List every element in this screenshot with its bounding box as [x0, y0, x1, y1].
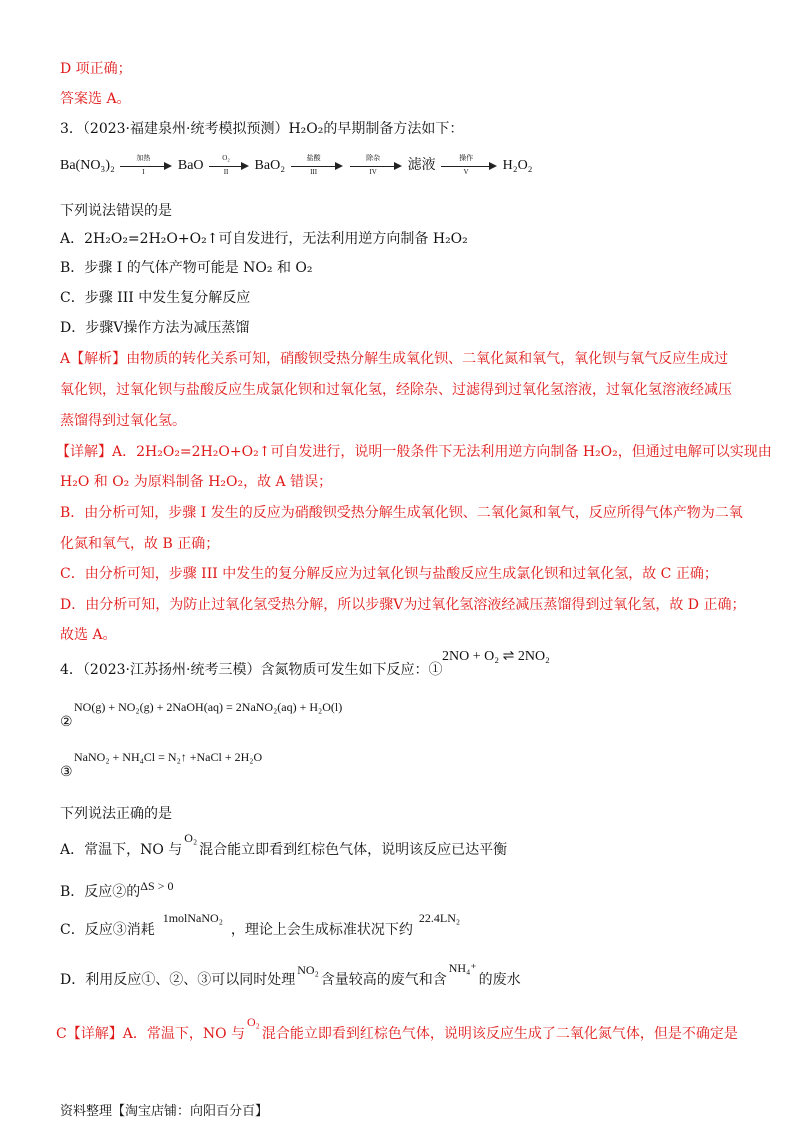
q3-detail-line-2: H₂O 和 O₂ 为原料制备 H₂O₂，故 A 错误； — [60, 474, 333, 490]
q4-option-d-mid: 含量较高的废气和含 — [320, 972, 447, 988]
q4-option-d-pre: D．利用反应①、②、③可以同时处理 — [60, 972, 296, 988]
flow-species-2: BaO₂ — [254, 158, 286, 173]
q3-detail-line-5: C．由分析可知，步骤 III 中发生的复分解反应为过氧化钡与盐酸反应生成氯化钡和过氧化氢，故 C 正确； — [60, 566, 718, 582]
q4-detail-pre: C【详解】A．常温下，NO 与 — [56, 1026, 245, 1042]
q4-option-d — [60, 961, 521, 990]
q4-option-d-chem-2: NH₄⁺ — [448, 961, 477, 975]
q4-option-b-chem: ΔS > 0 — [140, 879, 174, 893]
q4-prompt: 下列说法正确的是 — [60, 806, 172, 822]
q4-option-d-post: 的废水 — [478, 972, 521, 988]
q3-prompt: 下列说法错误的是 — [60, 203, 172, 219]
answer-line: 答案选 A。 — [60, 91, 131, 107]
q3-number: 3． — [60, 121, 83, 137]
page-footer: 资料整理【淘宝店铺：向阳百分百】 — [60, 1104, 269, 1119]
flow-species-0: Ba(NO₃)₂ — [60, 158, 115, 173]
q3-detail-line-7: 故选 A。 — [60, 627, 117, 643]
q3-detail-line-6: D．由分析可知，为防止过氧化氢受热分解，所以步骤Ⅴ为过氧化氢溶液经减压蒸馏得到过氧化氢，故 D 正确； — [60, 597, 746, 613]
flow-arrow-1: 加热 I — [120, 159, 172, 173]
q4-option-c — [60, 911, 461, 940]
q3-flow-diagram — [60, 153, 533, 176]
q4-option-a-pre: A．常温下，NO 与 — [60, 842, 183, 858]
q4-stem — [60, 660, 442, 680]
q4-option-b-pre: B．反应②的 — [60, 884, 141, 900]
q4-detail-post: 混合能立即看到红棕色气体，说明该反应生成了二氧化氮气体，但是不确定是 — [261, 1026, 738, 1042]
q4-option-d-chem-1: NO₂ — [297, 963, 319, 977]
q4-circle-2: ② — [60, 714, 73, 730]
flow-species-1: BaO — [177, 158, 204, 173]
q4-circle-3: ③ — [60, 764, 73, 780]
q3-option-b: B．步骤 I 的气体产物可能是 NO₂ 和 O₂ — [60, 260, 313, 276]
q4-detail-chem: O₂ — [247, 1015, 260, 1029]
q3-option-a: A．2H₂O₂=2H₂O+O₂↑可自发进行，无法利用逆方向制备 H₂O₂ — [60, 231, 468, 247]
q4-option-b — [60, 879, 174, 902]
q4-option-c-chem-1: 1molNaNO₂ — [162, 911, 223, 925]
q3-detail-line-4: 化氮和氧气，故 B 正确； — [60, 536, 220, 552]
q4-option-a-post: 混合能立即看到红棕色气体，说明该反应已达平衡 — [199, 842, 508, 858]
q3-analysis-line-2: 氧化钡，过氧化钡与盐酸反应生成氯化钡和过氧化氢，经除杂、过滤得到过氧化氢溶液，过氧化氢溶液经减压 — [60, 382, 732, 398]
flow-arrow-5: 操作 V — [441, 159, 497, 173]
q4-source: （2023·江苏扬州·统考三模） — [82, 662, 261, 678]
q4-option-a — [60, 831, 508, 860]
flow-arrow-4: 除杂 IV — [350, 159, 402, 173]
q4-equation-3: NaNO₂ + NH₄Cl = N₂↑ +NaCl + 2H₂O — [74, 750, 263, 764]
flow-species-3: 滤液 — [407, 158, 436, 173]
q4-equation-1: 2NO + O₂ ⇌ 2NO₂ — [442, 649, 550, 664]
q3-source: （2023·福建泉州·统考模拟预测） — [82, 121, 289, 137]
q4-number: 4． — [60, 662, 83, 678]
q4-option-c-chem-2: 22.4LN₂ — [418, 911, 461, 925]
q3-analysis-line-1: A【解析】由物质的转化关系可知，硝酸钡受热分解生成氧化钡、二氧化氮和氧气，氧化钡与氧气反应生成过 — [60, 351, 729, 367]
q3-analysis-line-3: 蒸馏得到过氧化氢。 — [60, 413, 186, 429]
q3-detail-line-1: 【详解】A．2H₂O₂=2H₂O+O₂↑可自发进行，说明一般条件下无法利用逆方向制备 H₂O₂，但通过电解可以实现由 — [56, 444, 772, 460]
flow-species-4: H₂O₂ — [502, 158, 533, 173]
q4-stem-text: 含氮物质可发生如下反应：① — [260, 662, 443, 678]
q3-detail-line-3: B．由分析可知，步骤 I 发生的反应为硝酸钡受热分解生成氧化钡、二氧化氮和氧气，反应所得气体产物为二氧 — [60, 505, 743, 521]
q4-equation-2: NO(g) + NO₂(g) + 2NaOH(aq) = 2NaNO₂(aq) + H₂O(l) — [74, 700, 343, 714]
d-correct-line: D 项正确； — [60, 61, 132, 77]
q3-option-d: D．步骤Ⅴ操作方法为减压蒸馏 — [60, 320, 250, 336]
q3-stem-text: H₂O₂的早期制备方法如下： — [288, 121, 464, 137]
q4-detail-line-1 — [56, 1015, 738, 1044]
flow-arrow-3: 盐酸 III — [291, 159, 343, 173]
flow-arrow-2: $\frac{\text{O₂}}{II}$ — [209, 159, 249, 173]
q4-option-a-chem: O₂ — [184, 831, 198, 845]
q4-option-c-pre: C．反应③消耗 — [60, 922, 155, 938]
q4-option-c-mid: ，理论上会生成标准状况下约 — [230, 922, 413, 938]
q3-option-c: C．步骤 III 中发生复分解反应 — [60, 290, 251, 306]
q3-stem — [60, 119, 463, 139]
